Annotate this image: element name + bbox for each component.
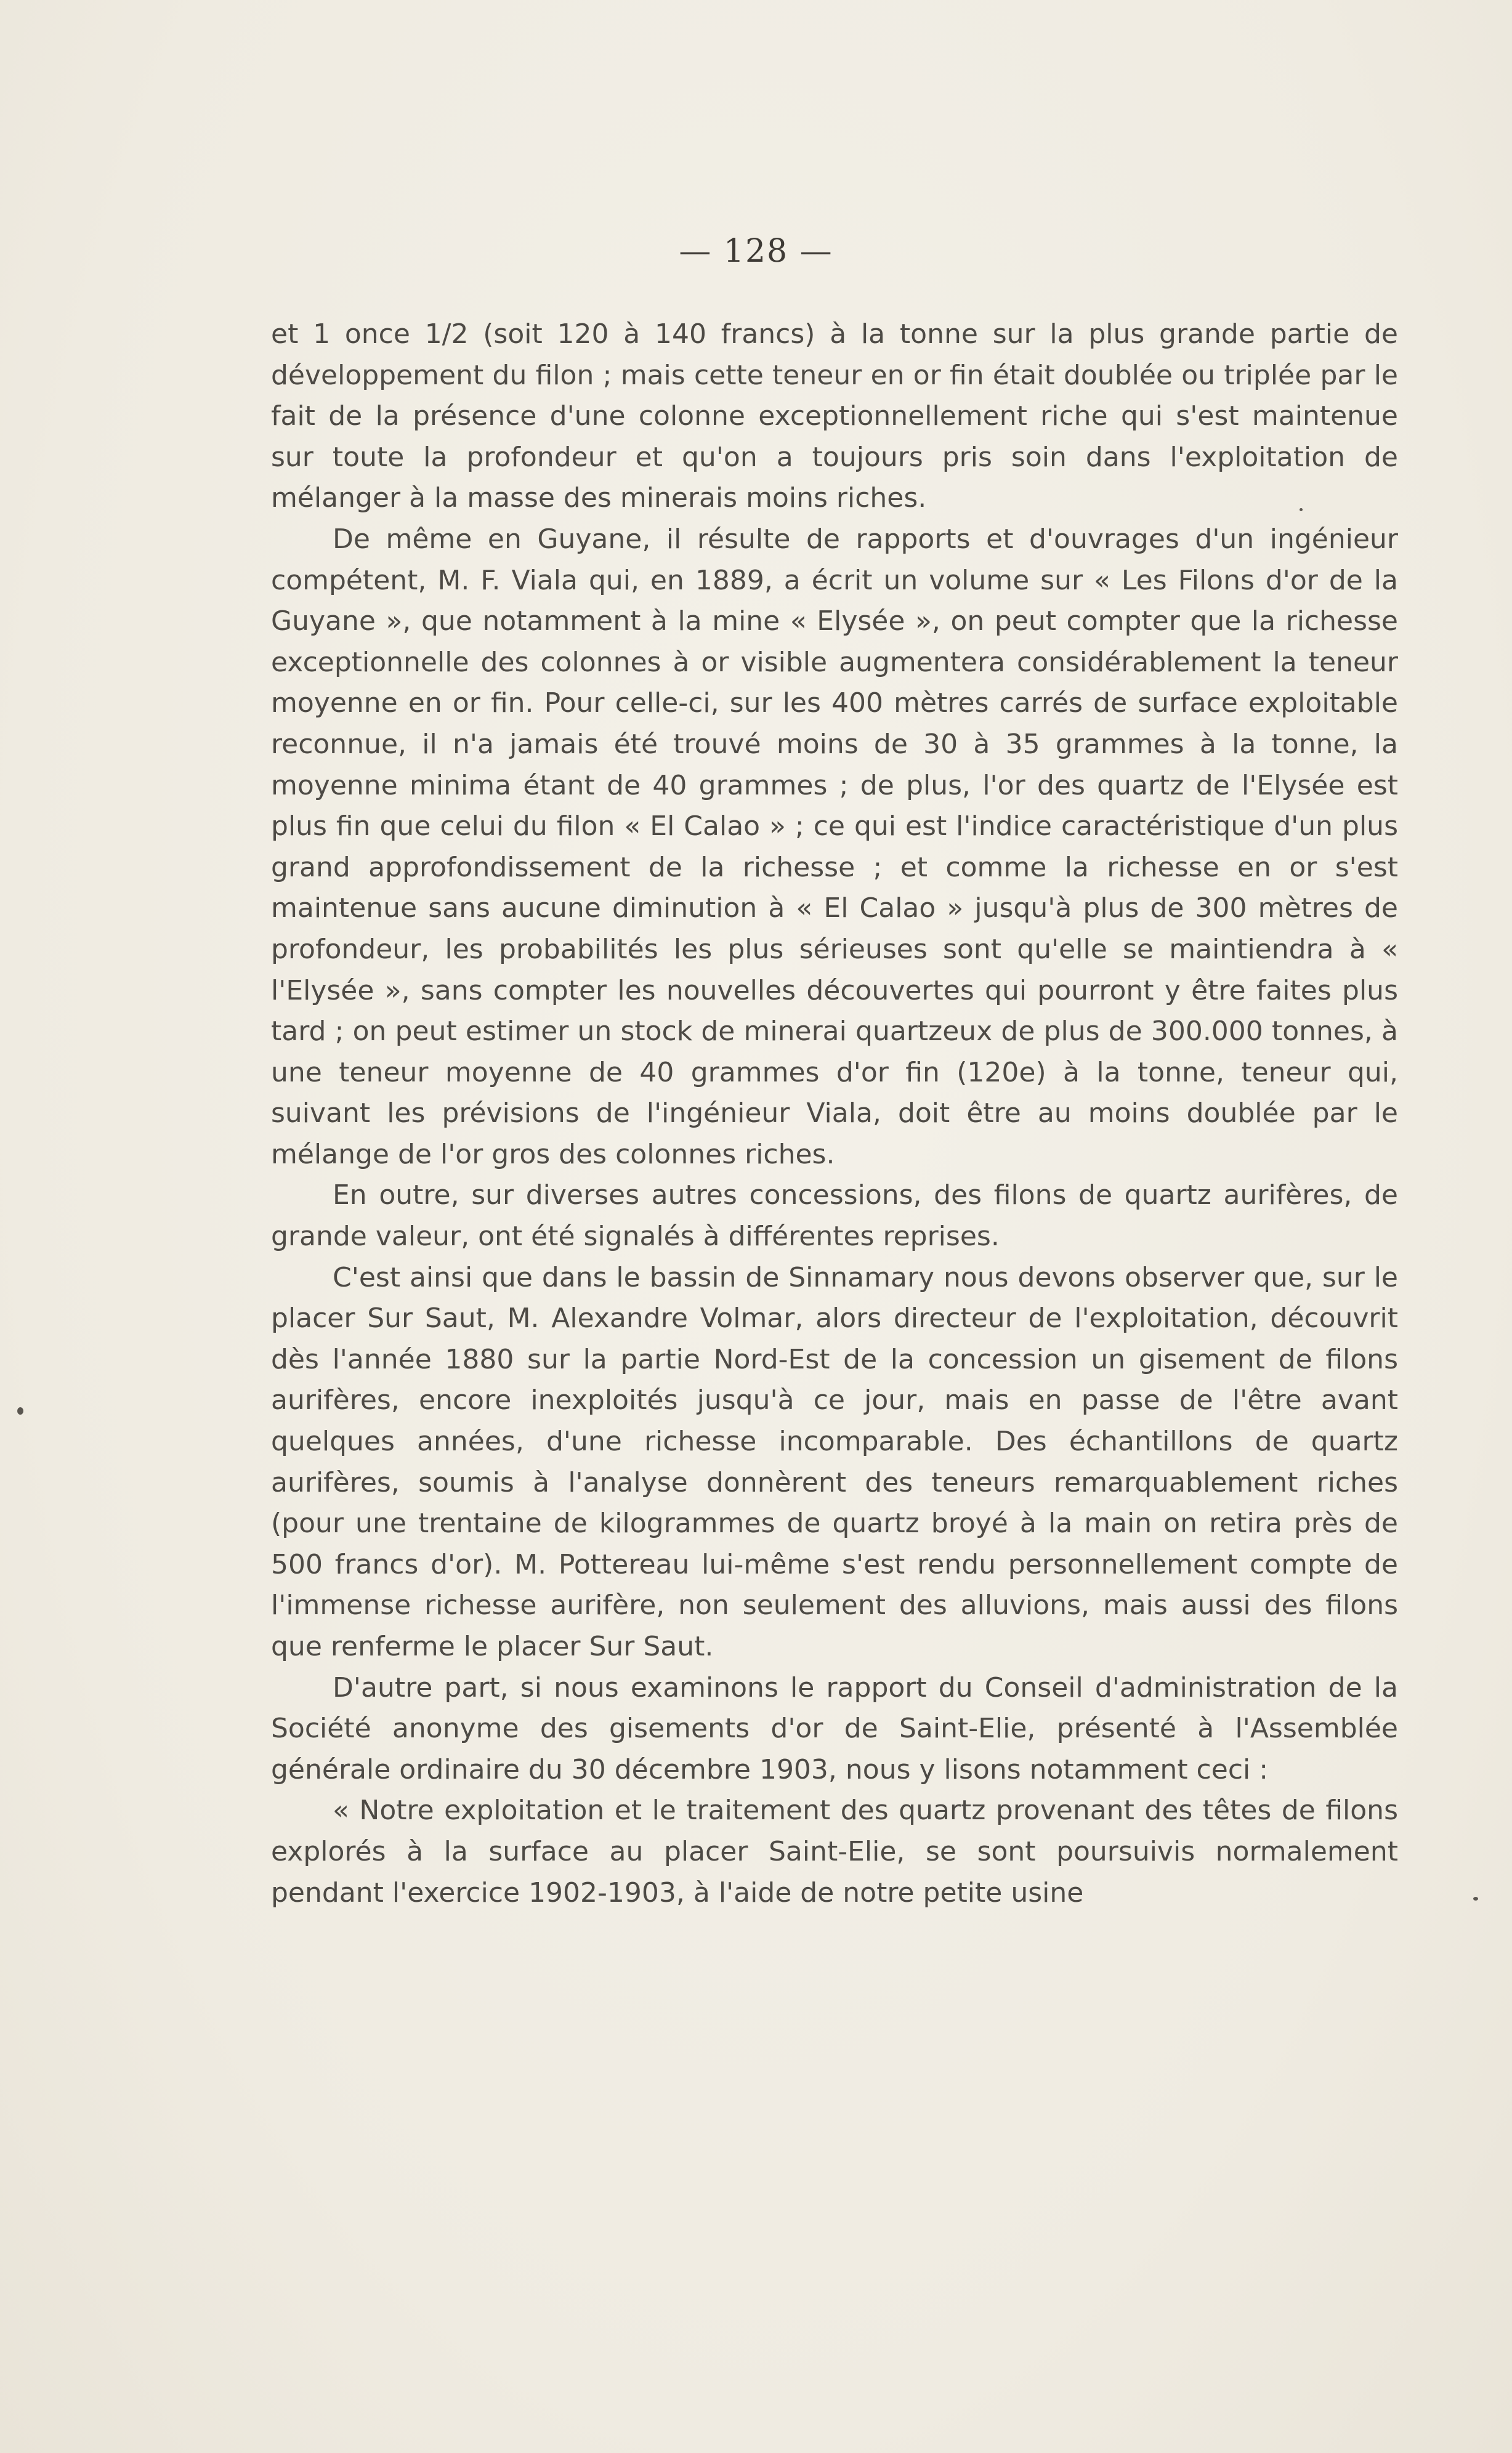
- paragraph-5: D'autre part, si nous examinons le rapport du Conseil d'administration de la Société anonyme des gisements d'or de Saint-Elie, présenté à l'Assemblée générale ordinaire du 30 décembre 1903, nous y lisons notamment ceci :: [271, 1671, 1398, 1785]
- page-number: — 128 —: [679, 233, 833, 270]
- paragraph-1: et 1 once 1/2 (soit 120 à 140 francs) à la tonne sur la plus grande partie de développement du filon ; mais cette teneur en or fin était doublée ou triplée par le fait de la présence d'une colonne exceptionnellement riche qui s'est maintenue sur toute la profondeur et qu'on a toujours pris soin dans l'exploitation de mélanger à la masse des minerais moins riches.: [271, 318, 1398, 514]
- scan-speck: [17, 1407, 23, 1415]
- paragraph-2: De même en Guyane, il résulte de rapports et d'ouvrages d'un ingénieur compétent, M. F. Viala qui, en 1889, a écrit un volume sur « Les Filons d'or de la Guyane », que notamment à la mine « Elysée », on peut compter que la richesse exceptionnelle des colonnes à or visible augmentera considérablement la teneur moyenne en or fin. Pour celle-ci, sur les 400 mètres carrés de surface exploitable reconnue, il n'a jamais été trouvé moins de 30 à 35 grammes à la tonne, la moyenne minima étant de 40 grammes ; de plus, l'or des quartz de l'Elysée est plus fin que celui du filon « El Calao » ; ce qui est l'indice caractéristique d'un plus grand approfondissement de la richesse ; et comme la richesse en or s'est maintenue sans aucune diminution à « El Calao » jusqu'à plus de 300 mètres de profondeur, les probabilités les plus sérieuses sont qu'elle se maintiendra à « l'Elysée », sans compter les nouvelles découvertes qui pourront y être faites plus tard ; on peut estimer un stock de minerai quartzeux de plus de 300.000 tonnes, à une teneur moyenne de 40 grammes d'or fin (120e) à la tonne, teneur qui, suivant les prévisions de l'ingénieur Viala, doit être au moins doublée par le mélange de l'or gros des colonnes riches.: [271, 523, 1398, 1170]
- scan-speck: [1300, 508, 1303, 511]
- paragraph-3: En outre, sur diverses autres concessions, des filons de quartz aurifères, de grande valeur, ont été signalés à différentes reprises.: [271, 1179, 1398, 1253]
- paragraph-4: C'est ainsi que dans le bassin de Sinnamary nous devons observer que, sur le placer Sur Saut, M. Alexandre Volmar, alors directeur de l'exploitation, découvrit dès l'année 1880 sur la partie Nord-Est de la concession un gisement de filons aurifères, encore inexploités jusqu'à ce jour, mais en passe de l'être avant quelques années, d'une richesse incomparable. Des échantillons de quartz aurifères, soumis à l'analyse donnèrent des teneurs remarquablement riches (pour une trentaine de kilogrammes de quartz broyé à la main on retira près de 500 francs d'or). M. Pottereau lui-même s'est rendu personnellement compte de l'immense richesse aurifère, non seulement des alluvions, mais aussi des filons que renferme le placer Sur Saut.: [271, 1261, 1398, 1662]
- paragraph-6: « Notre exploitation et le traitement des quartz provenant des têtes de filons explorés à la surface au placer Saint-Elie, se sont poursuivis normalement pendant l'exercice 1902-1903, à l'aide de notre petite usine: [271, 1795, 1398, 1909]
- body-text: [271, 314, 1398, 1914]
- scan-speck: [1473, 1897, 1478, 1901]
